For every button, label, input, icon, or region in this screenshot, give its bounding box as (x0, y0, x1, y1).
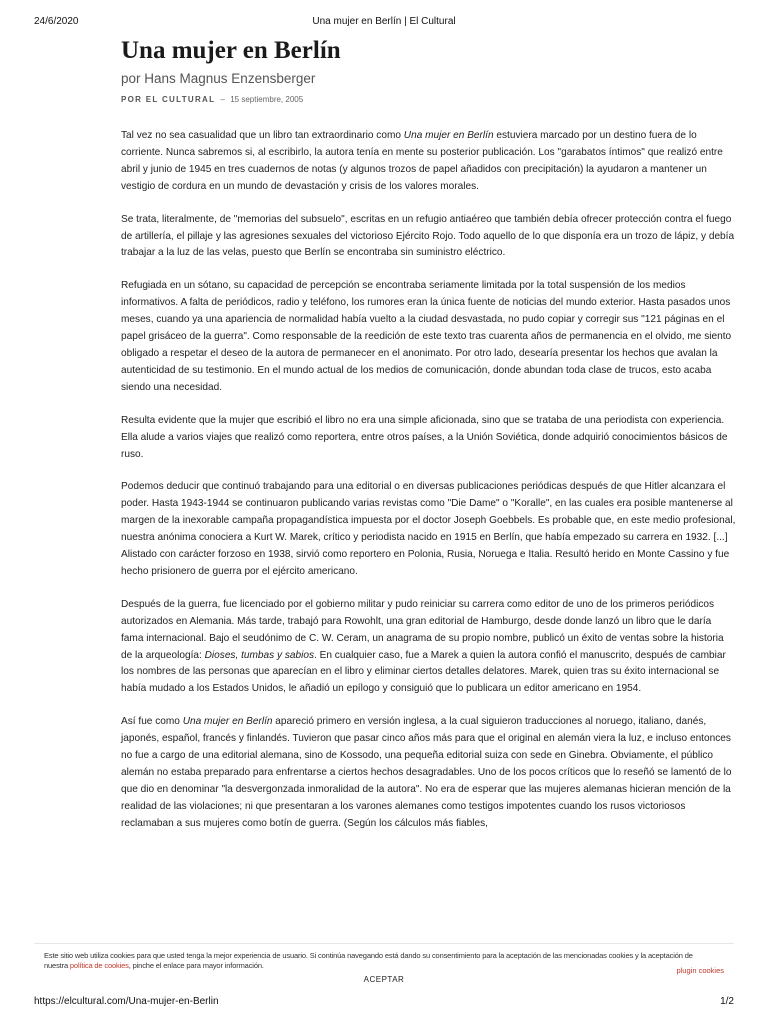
print-header (34, 16, 734, 30)
book-title-italic: Dioses, tumbas y sabios (204, 649, 315, 661)
paragraph-text: Así fue como (121, 716, 183, 728)
print-page-title: Una mujer en Berlín | El Cultural (312, 16, 456, 27)
cookie-policy-link[interactable]: política de cookies (69, 961, 129, 970)
paragraph-1 (121, 128, 736, 196)
plugin-cookies-link[interactable]: plugin cookies (676, 966, 724, 975)
paragraph-text: Después de la guerra, fue licenciado por el gobierno militar y pudo reiniciar su carrera como editor de uno de los primeros periódicos autorizados en Alemania. Más tarde, trabajó para Rowohlt, una gran editorial de Hamburgo, desde donde lanzó un libro que le daría fama internacional. Bajo el seudónimo de C. W. Ceram, un anagrama de su propio nombre, publicó un éxito de ventas sobre la historia de la arqueología: (121, 598, 724, 661)
article-subtitle: por Hans Magnus Enzensberger (121, 71, 316, 86)
cookie-consent-bar (34, 943, 734, 990)
print-footer (34, 996, 734, 1010)
book-title-italic: Una mujer en Berlín (182, 716, 273, 728)
print-date: 24/6/2020 (34, 16, 79, 27)
paragraph-text: . En cualquier caso, fue a Marek a quien la autora confió el manuscrito, después de cambiar los nombres de las personas que aparecían en el libro y eliminar ciertos detalles delatores. Marek, quien tras su éxito internacional se había mudado a los Estados Unidos, le añadió un epílogo y consiguió que lo publicara un editor americano en 1954. (121, 649, 726, 695)
cookie-message-text: , pinche el enlace para mayor información. (128, 961, 264, 970)
paragraph-text: apareció primero en versión inglesa, a la cual siguieron traducciones al noruego, italiano, danés, japonés, español, francés y finlandés. Tuvieron que pasar cinco años más para que el original en alemán viera la luz, e incluso entonces no fue a cargo de una editorial alemana, sino de Kossodo, una pequeña editorial suiza con sede en Ginebra. Obviamente, el público alemán no estaba preparado para enfrentarse a ciertos hechos desagradables. Uno de los pocos críticos que lo reseñó se lamentó de lo que dio en denominar "la desvergonzada inmoralidad de la autora". No era de esperar que las mujeres alemanas hicieran mención de la realidad de las violaciones; ni que presentaran a los varones alemanes como testigos impotentes cuando los rusos victoriosos reclamaban a sus mujeres como botín de guerra. (Según los cálculos más fiables, (121, 716, 732, 829)
byline-date: 15 septiembre, 2005 (230, 95, 304, 104)
book-title-italic: Una mujer en Berlín (403, 130, 494, 141)
byline-separator: – (220, 95, 225, 104)
paragraph-2: Se trata, literalmente, de "memorias del subsuelo", escritas en un refugio antiaéreo que también debía ofrecer protección contra el fuego de artillería, el pillaje y las agresiones sexuales del victorioso Ejército Rojo. Todo aquello de lo que disponía era un trozo de lápiz, y debía trabajar a la luz de las velas, puesto que Berlín se encontraba sin suministro eléctrico. (121, 213, 735, 259)
page-number: 1/2 (720, 996, 734, 1007)
paragraph-5: Podemos deducir que continuó trabajando para una editorial o en diversas publicaciones periódicas después de que Hitler alcanzara el poder. Hasta 1943-1944 se continuaron publicando varias revistas como "Die Dame" o "Koralle", en las cuales era posible mantenerse al margen de la inexorable campaña propagandística impuesta por el doctor Joseph Goebbels. Es probable que, en este medio profesional, nuestra anónima conociera a Kurt W. Marek, crítico y periodista nacido en 1915 en Berlín, que había empezado su carrera en 1932. [...] Alistado con carácter forzoso en 1938, sirvió como reportero en Polonia, Rusia, Noruega e Italia. Resultó herido en Monte Cassino y fue hecho prisionero de guerra por el ejército americano. (121, 481, 736, 577)
article-body (121, 128, 736, 833)
paragraph-4: Resulta evidente que la mujer que escribió el libro no era una simple aficionada, sino que se trataba de una periodista con experiencia. Ella alude a varios viajes que realizó como reportera, entre otros países, a la Unión Soviética, donde adquirió conocimientos básicos de ruso. (121, 414, 728, 460)
paragraph-text: estuviera marcado por un destino fuera de lo corriente. Nunca sabremos si, al escribirlo, la autora tenía en mente su posterior publicación. Los "garabatos íntimos" que realizó entre abril y junio de 1945 en tres cuadernos de notas (y algunos trozos de papel añadidos con precipitación) la ayudaron a mantener un vestigio de cordura en un mundo de devastación y crisis de los valores morales. (121, 130, 723, 192)
cookie-message-text: Este sitio web utiliza cookies para que usted tenga la mejor experiencia de usuario. Si continúa navegando está dando su consentimiento para la aceptación de las mencionadas cookies y la aceptación de nuestra (44, 951, 693, 970)
paragraph-text: Tal vez no sea casualidad que un libro tan extraordinario como (121, 130, 404, 141)
print-url: https://elcultural.com/Una-mujer-en-Berlin (34, 996, 219, 1007)
paragraph-7 (121, 714, 736, 832)
paragraph-6 (121, 597, 736, 698)
paragraph-3: Refugiada en un sótano, su capacidad de percepción se encontraba seriamente limitada por la total suspensión de los medios informativos. A falta de periódicos, radio y teléfono, los rumores eran la única fuente de noticias del mundo exterior. Hasta pasados unos meses, cuando ya una apariencia de normalidad había vuelto a la ciudad desvastada, no pudo copiar y corregir sus "121 páginas en el papel grisáceo de la guerra". Como responsable de la reedición de este texto tras cuarenta años de permanencia en el olvido, me siento obligado a respetar el deseo de la autora de permanecer en el anonimato. Por otro lado, desearía presentar los hechos que avalan la autenticidad de su testimonio. En el mundo actual de los medios de comunicación, donde abundan toda clase de trucos, esto acaba siendo una necesidad. (121, 280, 732, 393)
cookie-message (44, 951, 704, 971)
article-headline: Una mujer en Berlín (121, 37, 341, 64)
byline-author[interactable]: POR EL CULTURAL (121, 95, 216, 104)
article-header (121, 36, 735, 106)
accept-cookies-button[interactable]: ACEPTAR (363, 975, 405, 984)
article-byline (121, 94, 735, 106)
